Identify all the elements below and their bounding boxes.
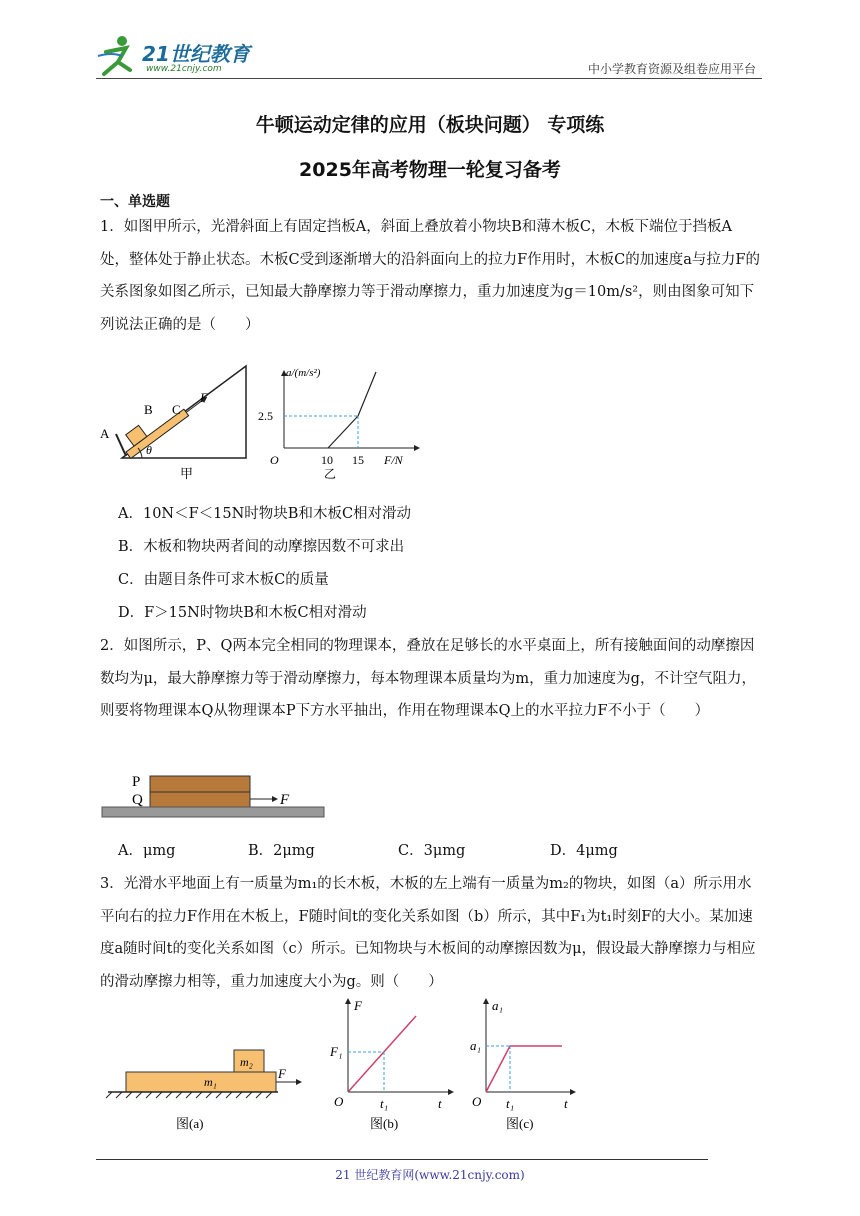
q3c-ytick: a₁ <box>470 1038 482 1053</box>
logo <box>96 34 266 78</box>
q1-label-b: B <box>144 402 153 417</box>
q1-label-theta: θ <box>146 443 152 457</box>
footer-divider <box>96 1159 708 1160</box>
q1-graph-xlabel: F/N <box>384 453 403 467</box>
q3-caption-c: 图(c) <box>506 1116 534 1131</box>
q1-option-d[interactable]: D．F＞15N时物块B和木板C相对滑动 <box>118 605 367 621</box>
q1-label-a: A <box>100 426 110 441</box>
q3c-xlabel: t <box>564 1096 568 1111</box>
q2-option-c[interactable]: C．3μmg <box>398 843 466 859</box>
q1-caption-yi: 乙 <box>324 467 337 481</box>
q3-label-m2: m₂ <box>240 1055 253 1069</box>
q2-label-q: Q <box>132 792 143 808</box>
q1-figure-graph <box>258 366 426 482</box>
q3b-xlabel: t <box>438 1096 442 1111</box>
q3-figure-c <box>466 996 582 1136</box>
q3-label-f: F <box>278 1066 286 1081</box>
question-1-text: 1．如图甲所示，光滑斜面上有固定挡板A，斜面上叠放着小物块B和薄木板C，木板下端位于挡板A处，整体处于静止状态。木板C受到逐渐增大的沿斜面向上的拉力F作用时，木板C的加速度a与拉力F的关系图象如图乙所示，已知最大静摩擦力等于滑动摩擦力，重力加速度为g＝10m/s²，则由图象可知下列说法正确的是（ ） <box>100 219 760 333</box>
page-title: 牛顿运动定律的应用（板块问题） 专项练 <box>255 114 605 136</box>
q3b-xtick: t₁ <box>380 1096 389 1111</box>
q1-option-a[interactable]: A．10N＜F＜15N时物块B和木板C相对滑动 <box>118 506 412 522</box>
q3b-origin: O <box>334 1094 344 1109</box>
q3b-ylabel: F <box>354 998 362 1013</box>
header-divider <box>96 78 762 79</box>
section-heading: 一、单选题 <box>100 194 170 210</box>
footer-link[interactable]: 21 世纪教育网(www.21cnjy.com) <box>335 1168 525 1182</box>
q3c-origin: O <box>472 1094 482 1109</box>
q1-graph-xtick-15: 15 <box>352 453 364 467</box>
q2-option-b[interactable]: B．2μmg <box>248 843 315 859</box>
q3c-ylabel: a₁ <box>492 998 504 1013</box>
question-2-text: 2．如图所示，P、Q两本完全相同的物理课本，叠放在足够长的水平桌面上，所有接触面间的动摩擦因数均为μ，最大静摩擦力等于滑动摩擦力，每本物理课本质量均为m，重力加速度为g，不计空气阻力，则要将物理课本Q从物理课本P下方水平抽出，作用在物理课本Q上的水平拉力F不小于（ ） <box>100 638 756 719</box>
q1-label-f: F <box>200 390 208 405</box>
q2-options-row <box>0 839 860 861</box>
q3-caption-a: 图(a) <box>176 1116 204 1131</box>
q2-label-f: F <box>280 792 290 808</box>
page-subtitle: 2025年高考物理一轮复习备考 <box>299 159 561 181</box>
question-3-text: 3．光滑水平地面上有一质量为m₁的长木板，木板的左上端有一质量为m₂的物块，如图（a）所示用水平向右的拉力F作用在木板上，F随时间t的变化关系如图（b）所示，其中F₁为t₁时刻F的大小。某加速度a随时间t的变化关系如图（c）所示。已知物块与木板间的动摩擦因数为μ，假设最大静摩擦力与相应的滑动摩擦力相等，重力加速度大小为g。则（ ） <box>100 876 756 990</box>
q1-figure-incline <box>98 362 258 482</box>
q3-figure-b <box>326 996 456 1136</box>
header-platform-text: 中小学教育资源及组卷应用平台 <box>587 62 756 76</box>
q3-figure-a <box>100 1040 310 1136</box>
q2-label-p: P <box>132 774 141 790</box>
q1-graph-ylabel: a/(m/s²) <box>286 367 321 379</box>
q1-option-b[interactable]: B．木板和物块两者间的动摩擦因数不可求出 <box>118 539 405 555</box>
q1-graph-origin: O <box>270 453 279 467</box>
q3-label-m1: m₁ <box>204 1075 217 1089</box>
q3c-xtick: t₁ <box>506 1096 515 1111</box>
q3b-ytick: F₁ <box>330 1044 343 1059</box>
q1-graph-xtick-10: 10 <box>321 453 333 467</box>
q2-option-a[interactable]: A．μmg <box>118 843 176 859</box>
q2-option-d[interactable]: D．4μmg <box>550 843 618 859</box>
logo-main-text: 21世纪教育 <box>142 42 250 66</box>
q1-graph-ytick: 2.5 <box>258 409 273 423</box>
logo-sub-text: www.21cnjy.com <box>146 64 222 74</box>
q2-figure-books <box>100 768 330 824</box>
q3-caption-b: 图(b) <box>370 1116 399 1131</box>
q1-label-c: C <box>172 402 181 417</box>
q1-caption-jia: 甲 <box>180 466 194 481</box>
q1-option-c[interactable]: C．由题目条件可求木板C的质量 <box>118 572 329 588</box>
